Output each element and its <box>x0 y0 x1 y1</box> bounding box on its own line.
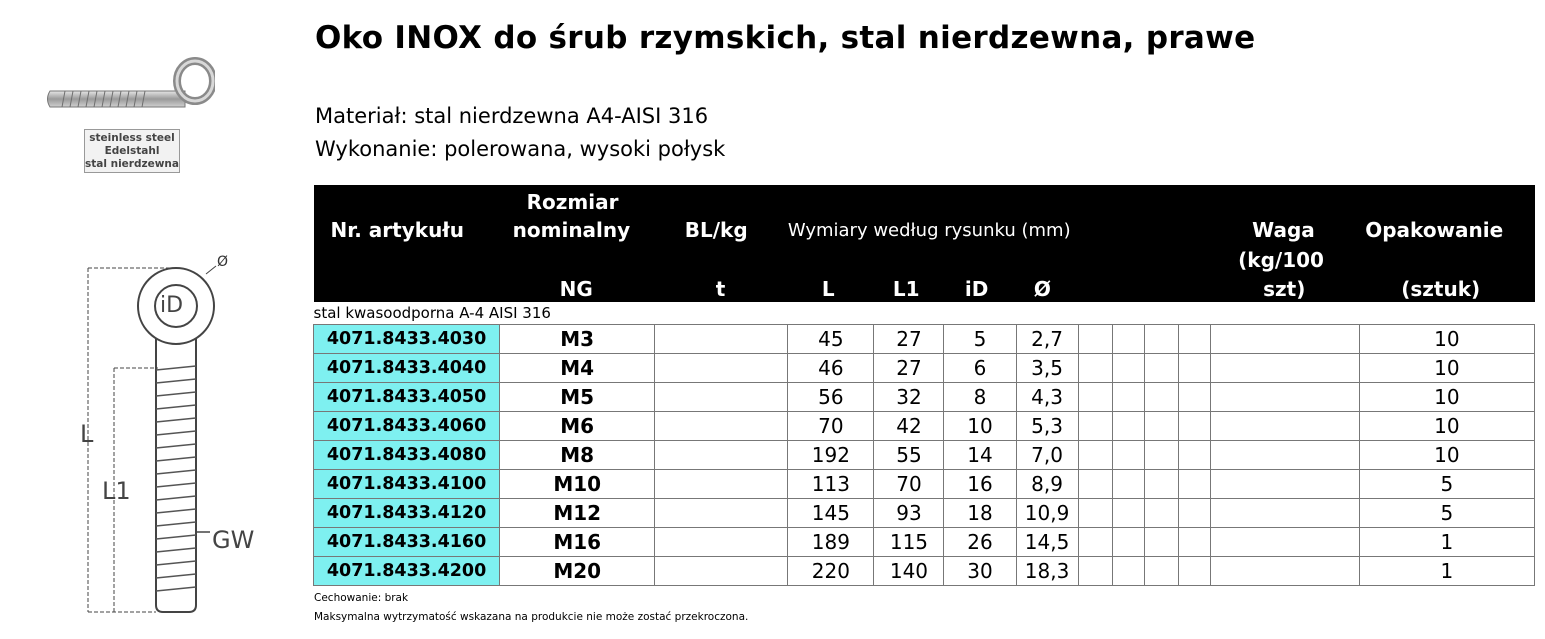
material-stamp <box>84 129 180 173</box>
article-cell: 4071.8433.4060 <box>314 412 500 441</box>
empty-cell <box>1112 499 1144 528</box>
length-cell: 56 <box>788 383 874 412</box>
empty-cell <box>1112 383 1144 412</box>
package-cell: 10 <box>1359 354 1534 383</box>
material-spec: Materiał: stal nierdzewna A4-AISI 316 <box>315 104 709 128</box>
blkg-cell <box>655 470 788 499</box>
empty-cell <box>1144 383 1178 412</box>
header-size-line2: nominalny <box>512 218 631 242</box>
inner-diameter-cell: 16 <box>944 470 1016 499</box>
weight-cell <box>1210 325 1359 354</box>
header-article-label: Nr. artykułu <box>330 218 464 242</box>
inner-diameter-cell: 10 <box>944 412 1016 441</box>
empty-cell <box>1178 499 1210 528</box>
empty-cell <box>1078 557 1112 586</box>
empty-cell <box>1178 557 1210 586</box>
inner-diameter-cell: 5 <box>944 325 1016 354</box>
length1-cell: 42 <box>874 412 944 441</box>
article-cell: 4071.8433.4050 <box>314 383 500 412</box>
blkg-cell <box>655 412 788 441</box>
table-header <box>314 185 1535 302</box>
length1-cell: 32 <box>874 383 944 412</box>
empty-cell <box>1078 383 1112 412</box>
size-cell: M5 <box>500 383 655 412</box>
diameter-cell: 2,7 <box>1016 325 1078 354</box>
blkg-cell <box>655 354 788 383</box>
table-row <box>314 557 1535 586</box>
header-blkg-sub: t <box>715 277 726 301</box>
length1-cell: 55 <box>874 441 944 470</box>
package-cell: 10 <box>1359 412 1534 441</box>
length-cell: 220 <box>788 557 874 586</box>
length-cell: 45 <box>788 325 874 354</box>
weight-cell <box>1210 412 1359 441</box>
table-row <box>314 441 1535 470</box>
max-load-note: Maksymalna wytrzymatość wskazana na produkcie nie może zostać przekroczona. <box>314 611 749 623</box>
weight-cell <box>1210 354 1359 383</box>
empty-cell <box>1112 470 1144 499</box>
empty-cell <box>1112 354 1144 383</box>
weight-cell <box>1210 470 1359 499</box>
empty-cell <box>1144 325 1178 354</box>
size-cell: M4 <box>500 354 655 383</box>
blkg-cell <box>655 383 788 412</box>
size-cell: M20 <box>500 557 655 586</box>
weight-cell <box>1210 528 1359 557</box>
size-cell: M6 <box>500 412 655 441</box>
article-cell: 4071.8433.4100 <box>314 470 500 499</box>
diameter-cell: 5,3 <box>1016 412 1078 441</box>
empty-cell <box>1078 470 1112 499</box>
empty-cell <box>1144 354 1178 383</box>
length-cell: 145 <box>788 499 874 528</box>
package-cell: 1 <box>1359 557 1534 586</box>
blkg-cell <box>655 325 788 354</box>
diameter-cell: 10,9 <box>1016 499 1078 528</box>
size-cell: M8 <box>500 441 655 470</box>
spec-table <box>313 185 1535 586</box>
table-row <box>314 528 1535 557</box>
empty-cell <box>1178 383 1210 412</box>
marking-note: Cechowanie: brak <box>314 592 409 604</box>
article-cell: 4071.8433.4160 <box>314 528 500 557</box>
blkg-cell <box>655 441 788 470</box>
table-row <box>314 470 1535 499</box>
package-cell: 1 <box>1359 528 1534 557</box>
header-package-line1: Opakowanie <box>1365 218 1504 242</box>
length1-cell: 140 <box>874 557 944 586</box>
length-cell: 192 <box>788 441 874 470</box>
diameter-cell: 7,0 <box>1016 441 1078 470</box>
empty-cell <box>1078 528 1112 557</box>
header-size-sub: NG <box>559 277 593 301</box>
blkg-cell <box>655 499 788 528</box>
article-cell: 4071.8433.4120 <box>314 499 500 528</box>
length1-cell: 93 <box>874 499 944 528</box>
material-stamp-en: steinless steel <box>89 132 175 144</box>
empty-cell <box>1144 499 1178 528</box>
header-blkg <box>655 185 788 302</box>
header-weight-line2: (kg/100 <box>1238 248 1324 272</box>
empty-cell <box>1078 441 1112 470</box>
article-cell: 4071.8433.4080 <box>314 441 500 470</box>
length-cell: 189 <box>788 528 874 557</box>
empty-cell <box>1144 470 1178 499</box>
empty-cell <box>1144 557 1178 586</box>
drawing-label-thread: GW <box>212 526 255 554</box>
diameter-cell: 8,9 <box>1016 470 1078 499</box>
package-cell: 10 <box>1359 441 1534 470</box>
header-weight-line3: szt) <box>1263 277 1306 301</box>
table-row <box>314 325 1535 354</box>
weight-cell <box>1210 499 1359 528</box>
size-cell: M16 <box>500 528 655 557</box>
drawing-label-length: L <box>80 420 94 448</box>
weight-cell <box>1210 441 1359 470</box>
empty-cell <box>1144 441 1178 470</box>
length1-cell: 70 <box>874 470 944 499</box>
inner-diameter-cell: 30 <box>944 557 1016 586</box>
empty-cell <box>1178 441 1210 470</box>
drawing-label-diameter: Ø <box>217 254 229 270</box>
empty-cell <box>1078 499 1112 528</box>
length1-cell: 27 <box>874 354 944 383</box>
weight-cell <box>1210 383 1359 412</box>
length-cell: 113 <box>788 470 874 499</box>
table-row <box>314 383 1535 412</box>
inner-diameter-cell: 14 <box>944 441 1016 470</box>
package-cell: 5 <box>1359 499 1534 528</box>
size-cell: M12 <box>500 499 655 528</box>
diameter-cell: 14,5 <box>1016 528 1078 557</box>
package-cell: 10 <box>1359 383 1534 412</box>
header-package-line2: (sztuk) <box>1401 277 1481 301</box>
diameter-cell: 4,3 <box>1016 383 1078 412</box>
empty-cell <box>1178 528 1210 557</box>
empty-cell <box>1178 354 1210 383</box>
page-title: Oko INOX do śrub rzymskich, stal nierdzewna, prawe <box>315 20 1256 56</box>
header-dim-dia: Ø <box>1033 277 1051 301</box>
size-cell: M10 <box>500 470 655 499</box>
header-dim-iD: iD <box>964 277 989 301</box>
empty-cell <box>1078 412 1112 441</box>
size-cell: M3 <box>500 325 655 354</box>
drawing-label-length1: L1 <box>102 477 131 505</box>
header-package <box>1359 185 1534 302</box>
section-row <box>314 302 1535 325</box>
header-dims-label: Wymiary według rysunku (mm) <box>787 220 1071 241</box>
article-cell: 4071.8433.4040 <box>314 354 500 383</box>
header-blkg-label: BL/kg <box>684 218 748 242</box>
section-label: stal kwasoodporna A-4 AISI 316 <box>313 304 551 322</box>
header-weight <box>1210 185 1359 302</box>
empty-cell <box>1178 470 1210 499</box>
header-dim-L1: L1 <box>892 277 920 301</box>
header-dimensions <box>788 185 1210 302</box>
length-cell: 70 <box>788 412 874 441</box>
finish-spec: Wykonanie: polerowana, wysoki połysk <box>315 137 726 161</box>
empty-cell <box>1078 325 1112 354</box>
inner-diameter-cell: 6 <box>944 354 1016 383</box>
empty-cell <box>1112 557 1144 586</box>
empty-cell <box>1178 412 1210 441</box>
header-size-line1: Rozmiar <box>526 190 619 214</box>
table-row <box>314 412 1535 441</box>
empty-cell <box>1144 528 1178 557</box>
product-image <box>45 55 215 117</box>
header-size <box>500 185 655 302</box>
table-row <box>314 354 1535 383</box>
material-stamp-pl: stal nierdzewna <box>85 158 179 170</box>
empty-cell <box>1112 325 1144 354</box>
blkg-cell <box>655 528 788 557</box>
length-cell: 46 <box>788 354 874 383</box>
article-cell: 4071.8433.4200 <box>314 557 500 586</box>
blkg-cell <box>655 557 788 586</box>
table-row <box>314 499 1535 528</box>
package-cell: 5 <box>1359 470 1534 499</box>
header-dim-L: L <box>821 277 835 301</box>
empty-cell <box>1078 354 1112 383</box>
empty-cell <box>1178 325 1210 354</box>
weight-cell <box>1210 557 1359 586</box>
empty-cell <box>1112 441 1144 470</box>
inner-diameter-cell: 26 <box>944 528 1016 557</box>
header-article <box>314 185 500 302</box>
length1-cell: 27 <box>874 325 944 354</box>
material-stamp-de: Edelstahl <box>104 145 160 157</box>
article-cell: 4071.8433.4030 <box>314 325 500 354</box>
empty-cell <box>1144 412 1178 441</box>
package-cell: 10 <box>1359 325 1534 354</box>
drawing-label-inner: iD <box>160 293 184 318</box>
empty-cell <box>1112 528 1144 557</box>
diameter-cell: 3,5 <box>1016 354 1078 383</box>
diameter-cell: 18,3 <box>1016 557 1078 586</box>
header-weight-line1: Waga <box>1252 218 1315 242</box>
inner-diameter-cell: 18 <box>944 499 1016 528</box>
length1-cell: 115 <box>874 528 944 557</box>
inner-diameter-cell: 8 <box>944 383 1016 412</box>
empty-cell <box>1112 412 1144 441</box>
